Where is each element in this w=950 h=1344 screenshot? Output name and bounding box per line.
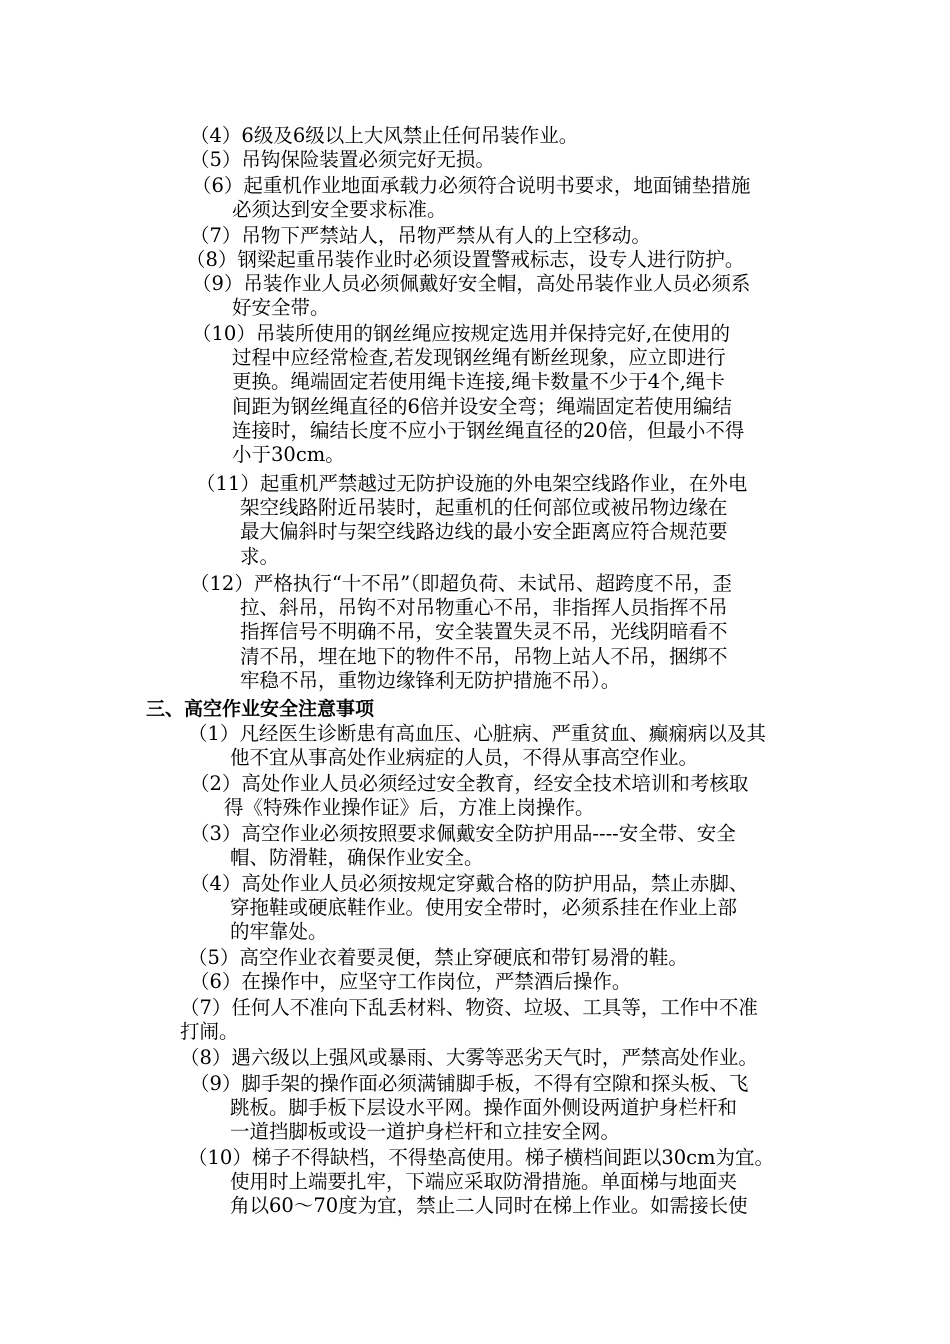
- item-line: 打闹。: [180, 1020, 239, 1044]
- item-line: （4）高处作业人员必须按规定穿戴合格的防护用品，禁止赤脚、: [190, 872, 749, 895]
- item-line: 最大偏斜时与架空线路边线的最小安全距离应符合规范要: [240, 520, 728, 544]
- item-line: 角以60～70度为宜，禁止二人同时在梯上作业。如需接长使: [230, 1194, 748, 1218]
- item-line: （9）吊装作业人员必须佩戴好安全帽，高处吊装作业人员必须系: [192, 272, 751, 295]
- item-line: 连接时，编结长度不应小于钢丝绳直径的20倍，但最小不得: [232, 418, 745, 442]
- item-line: （9）脚手架的操作面必须满铺脚手板，不得有空隙和探头板、飞: [190, 1072, 749, 1095]
- item-line: 清不吊，埋在地下的物件不吊，吊物上站人不吊，捆绑不: [240, 644, 728, 668]
- item-line: 他不宜从事高处作业病症的人员，不得从事高空作业。: [230, 746, 699, 770]
- item-line: 必须达到安全要求标准。: [232, 198, 447, 222]
- item-line: 的牢靠处。: [230, 920, 328, 944]
- section-heading: 三、高空作业安全注意事项: [146, 698, 375, 720]
- list-item: [190, 224, 651, 248]
- item-line: （6）在操作中，应坚守工作岗位，严禁酒后操作。: [190, 970, 632, 993]
- list-item: [180, 1046, 758, 1070]
- list-item: [188, 946, 688, 970]
- item-line: （12）严格执行“十不吊”（即超负荷、未试吊、超跨度不吊，歪: [190, 572, 733, 595]
- item-line: 求。: [240, 544, 280, 568]
- list-item: [190, 772, 748, 820]
- item-line: （10）梯子不得缺档，不得垫高使用。梯子横档间距以30cm为宜。: [188, 1146, 775, 1169]
- item-line: 指挥信号不明确不吊，安全装置失灵不吊，光线阴暗看不: [240, 620, 728, 644]
- item-line: 好安全带。: [232, 296, 330, 320]
- list-item: [190, 822, 736, 870]
- item-line: 架空线路附近吊装时，起重机的任何部位或被吊物边缘在: [240, 496, 728, 520]
- item-line: 帽、防滑鞋，确保作业安全。: [230, 846, 484, 870]
- item-line: 更换。绳端固定若使用绳卡连接,绳卡数量不少于4个,绳卡: [232, 370, 725, 394]
- item-line: 跳板。脚手板下层设水平网。操作面外侧设两道护身栏杆和: [230, 1096, 738, 1120]
- item-line: 拉、斜吊，吊钩不对吊物重心不吊，非指挥人员指挥不吊: [240, 596, 728, 620]
- list-item: [188, 1146, 774, 1219]
- list-item: [190, 970, 631, 994]
- item-line: （1）凡经医生诊断患有高血压、心脏病、严重贫血、癫痫病以及其: [188, 722, 766, 745]
- list-item: [190, 872, 748, 945]
- item-line: 得《特殊作业操作证》后，方准上岗操作。: [224, 796, 595, 820]
- item-line: 穿拖鞋或硬底鞋作业。使用安全带时，必须系挂在作业上部: [230, 896, 738, 920]
- list-item: [190, 572, 732, 693]
- list-item: [186, 248, 744, 272]
- item-line: 一道挡脚板或设一道护身栏杆和立挂安全网。: [230, 1120, 621, 1144]
- item-line: （7）吊物下严禁站人，吊物严禁从有人的上空移动。: [190, 224, 651, 247]
- item-line: （2）高处作业人员必须经过安全教育，经安全技术培训和考核取: [190, 772, 749, 795]
- item-line: （8）钢梁起重吊装作业时必须设置警戒标志，设专人进行防护。: [186, 248, 745, 271]
- list-item: [192, 272, 750, 320]
- list-item: [192, 174, 750, 222]
- list-item: [196, 472, 747, 569]
- item-line: （5）高空作业衣着要灵便，禁止穿硬底和带钉易滑的鞋。: [188, 946, 688, 969]
- list-item: [190, 148, 495, 172]
- item-line: （4）6级及6级以上大风禁止任何吊装作业。: [190, 124, 579, 147]
- list-item: [192, 322, 744, 467]
- item-line: （3）高空作业必须按照要求佩戴安全防护用品----安全带、安全: [190, 822, 736, 845]
- item-line: （11）起重机严禁越过无防护设施的外电架空线路作业，在外电: [196, 472, 748, 495]
- item-line: 过程中应经常检查,若发现钢丝绳有断丝现象，应立即进行: [232, 346, 726, 370]
- item-line: 使用时上端要扎牢，下端应采取防滑措施。单面梯与地面夹: [230, 1170, 738, 1194]
- item-line: 小于30cm。: [232, 443, 345, 467]
- item-line: （5）吊钩保险装置必须完好无损。: [190, 148, 495, 171]
- item-line: （8）遇六级以上强风或暴雨、大雾等恶劣天气时，严禁高处作业。: [180, 1046, 758, 1069]
- list-item: [188, 722, 766, 770]
- item-line: （7）任何人不准向下乱丢材料、物资、垃圾、工具等，工作中不准: [180, 996, 758, 1019]
- list-item: [180, 996, 758, 1044]
- item-line: 牢稳不吊，重物边缘锋利无防护措施不吊）。: [240, 668, 621, 692]
- item-line: 间距为钢丝绳直径的6倍并设安全弯；绳端固定若使用编结: [232, 394, 732, 418]
- list-item: [190, 1072, 748, 1145]
- list-item: [190, 124, 578, 148]
- item-line: （6）起重机作业地面承载力必须符合说明书要求，地面铺垫措施: [192, 174, 751, 197]
- item-line: （10）吊装所使用的钢丝绳应按规定选用并保持完好,在使用的: [192, 322, 731, 345]
